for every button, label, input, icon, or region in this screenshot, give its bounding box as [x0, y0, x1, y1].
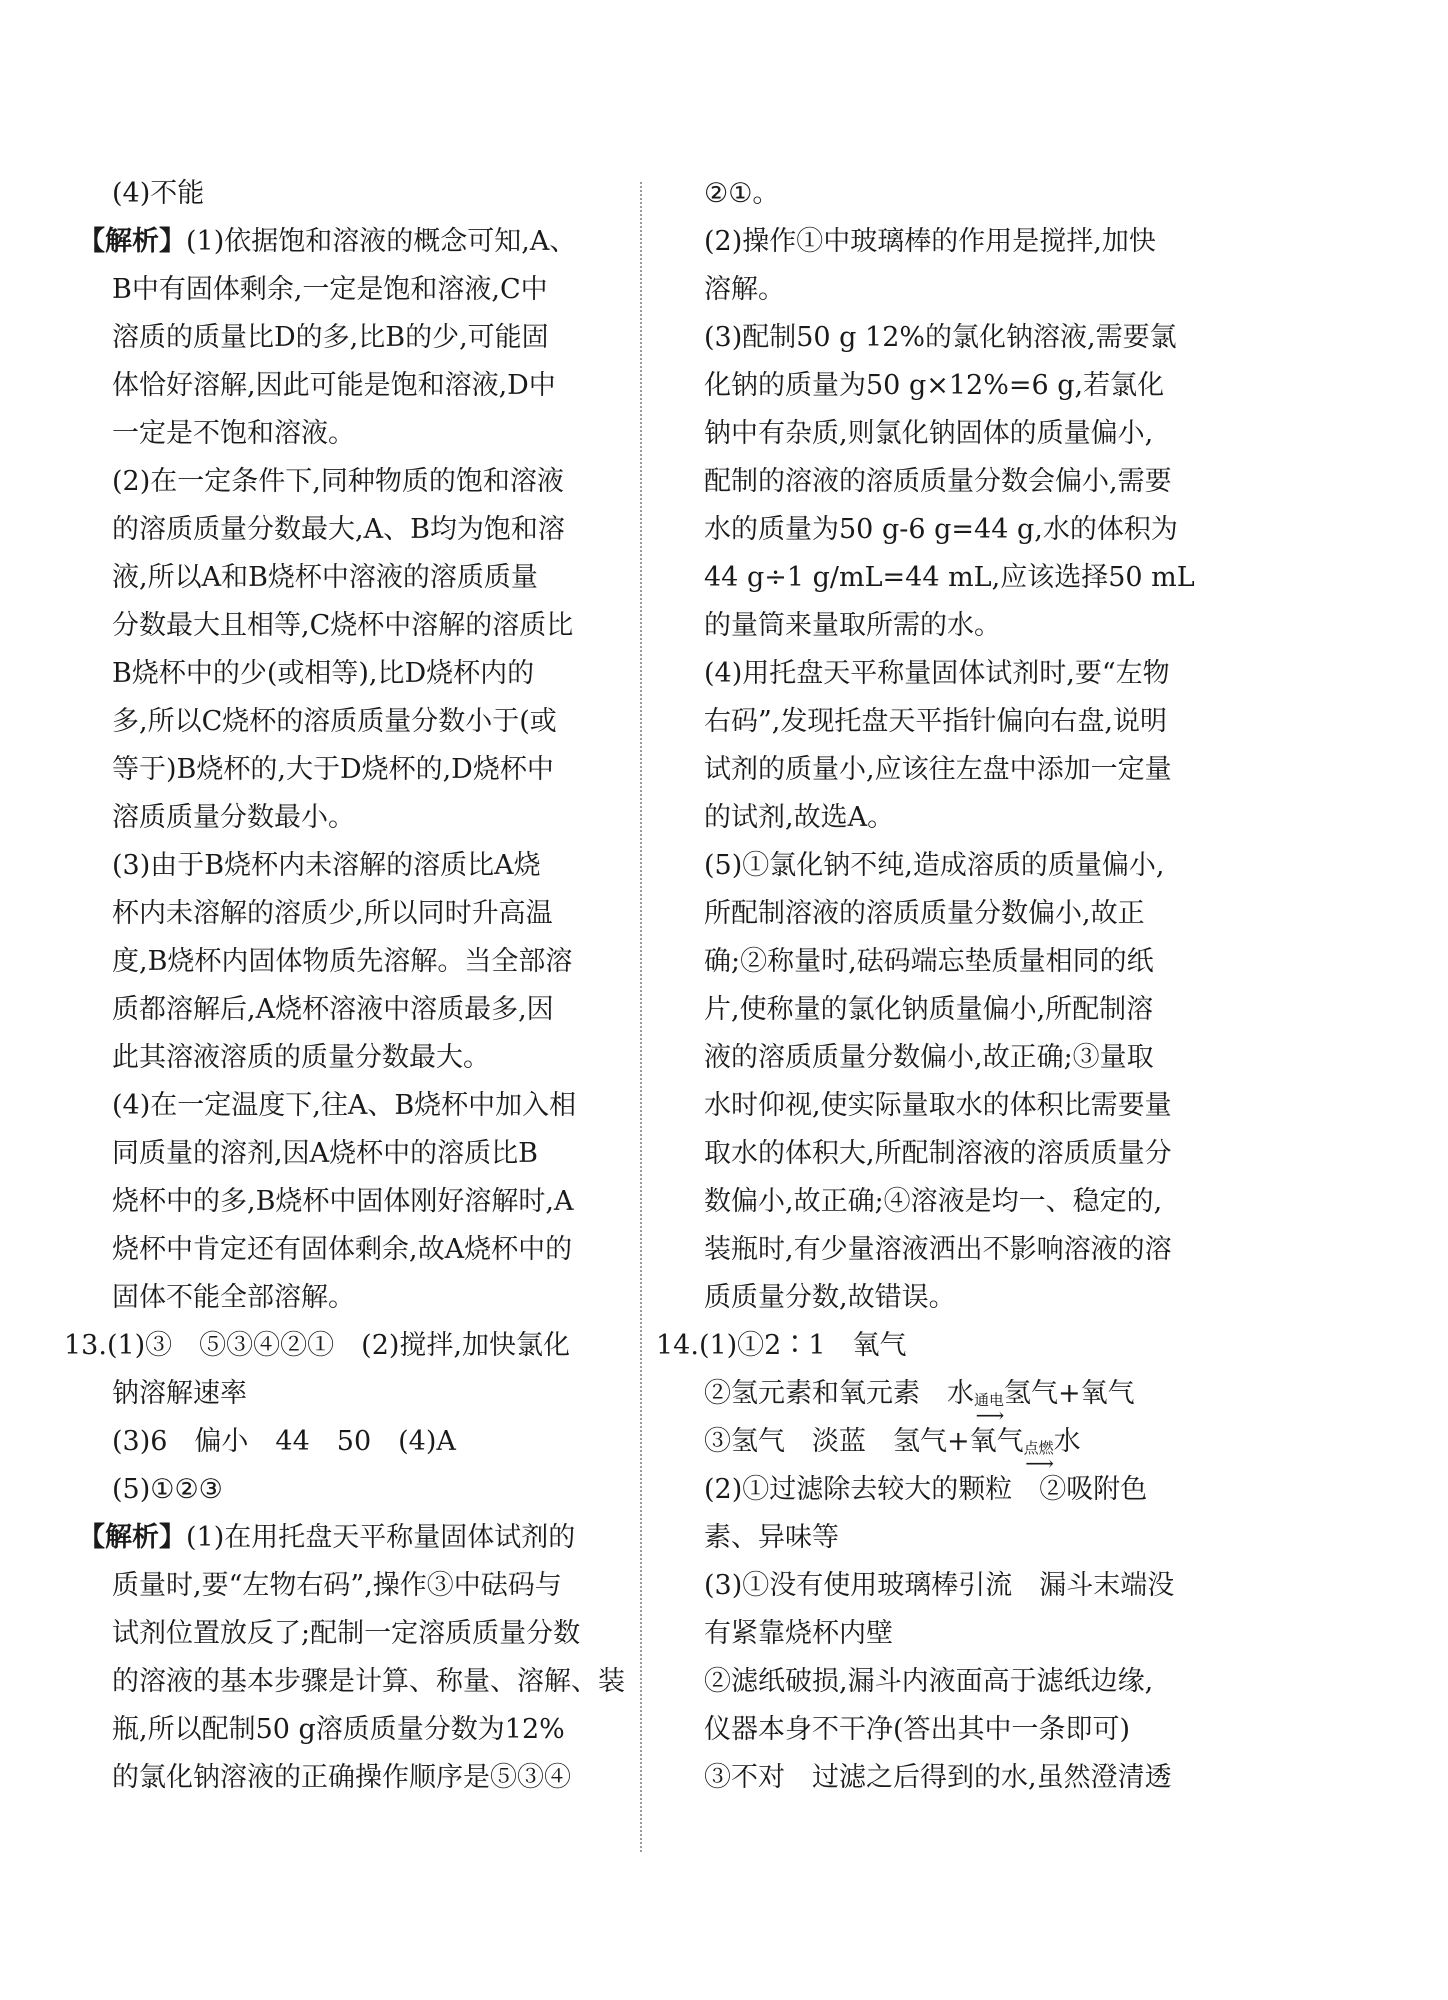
text-line: ②①。 — [704, 178, 780, 209]
text-line: 体恰好溶解,因此可能是饱和溶液,D中 — [112, 370, 556, 401]
text-line: 质都溶解后,A烧杯溶液中溶质最多,因 — [112, 994, 554, 1025]
right-column — [656, 170, 1244, 1802]
reaction-arrow: 点燃 ⟶ — [1023, 1439, 1054, 1475]
reaction-arrow: 通电 ⟶ — [974, 1391, 1005, 1427]
text-line: 烧杯中的多,B烧杯中固体刚好溶解时,A — [112, 1186, 574, 1217]
text-line: 瓶,所以配制50 g溶质质量分数为12% — [112, 1714, 565, 1745]
text-line: B烧杯中的少(或相等),比D烧杯内的 — [112, 658, 535, 689]
question-14-answer: 14.(1)①2∶1 氧气 — [656, 1330, 907, 1361]
text-line: 质质量分数,故错误。 — [704, 1282, 956, 1313]
text-line: 确;②称量时,砝码端忘垫质量相同的纸 — [704, 946, 1154, 977]
text-line: 试剂位置放反了;配制一定溶质质量分数 — [112, 1618, 581, 1649]
text-line: 化钠的质量为50 g×12%=6 g,若氯化 — [704, 370, 1165, 401]
text-line: 44 g÷1 g/mL=44 mL,应该选择50 mL — [704, 562, 1195, 593]
text-line: 等于)B烧杯的,大于D烧杯的,D烧杯中 — [112, 754, 554, 785]
text-line: 溶解。 — [704, 274, 785, 305]
text-line: 溶质的质量比D的多,比B的少,可能固 — [112, 322, 549, 353]
text-line: 钠溶解速率 — [112, 1378, 247, 1409]
text-line: 多,所以C烧杯的溶质质量分数小于(或 — [112, 706, 557, 737]
text-line: 溶质质量分数最小。 — [112, 802, 355, 833]
text-line: B中有固体剩余,一定是饱和溶液,C中 — [112, 274, 548, 305]
text-line: 质量时,要“左物右码”,操作③中砝码与 — [112, 1570, 562, 1601]
answer-line: (4)不能 — [112, 178, 205, 209]
text-line: (3)6 偏小 44 50 (4)A — [112, 1426, 456, 1457]
text-line: 度,B烧杯内固体物质先溶解。当全部溶 — [112, 946, 573, 977]
left-column — [64, 170, 652, 1802]
text-line: 液的溶质质量分数偏小,故正确;③量取 — [704, 1042, 1154, 1073]
text-line: ②滤纸破损,漏斗内液面高于滤纸边缘, — [704, 1666, 1154, 1697]
text-line: (2)操作①中玻璃棒的作用是搅拌,加快 — [704, 226, 1156, 257]
text-line: (4)用托盘天平称量固体试剂时,要“左物 — [704, 658, 1170, 689]
text-line: 的溶质质量分数最大,A、B均为饱和溶 — [112, 514, 565, 545]
text-line: 的氯化钠溶液的正确操作顺序是⑤③④ — [112, 1762, 571, 1793]
text-line: 所配制溶液的溶质质量分数偏小,故正 — [704, 898, 1145, 929]
analysis-line: 【解析】(1)在用托盘天平称量固体试剂的 — [78, 1522, 576, 1553]
text-line: 一定是不饱和溶液。 — [112, 418, 355, 449]
text-line: 的量筒来量取所需的水。 — [704, 610, 1001, 641]
text-line: 分数最大且相等,C烧杯中溶解的溶质比 — [112, 610, 574, 641]
text-line: (5)①氯化钠不纯,造成溶质的质量偏小, — [704, 850, 1165, 881]
text-line: 此其溶液溶质的质量分数最大。 — [112, 1042, 490, 1073]
text-line: 仪器本身不干净(答出其中一条即可) — [704, 1714, 1131, 1745]
text-line: 水时仰视,使实际量取水的体积比需要量 — [704, 1090, 1172, 1121]
text-line: 装瓶时,有少量溶液洒出不影响溶液的溶 — [704, 1234, 1172, 1265]
equation-electrolysis: ②氢元素和氧元素 水 通电 ⟶ 氢气+氧气 — [704, 1378, 1135, 1427]
text-line: (5)①②③ — [112, 1474, 223, 1505]
text-line: (2)在一定条件下,同种物质的饱和溶液 — [112, 466, 564, 497]
equation-combustion: ③氢气 淡蓝 氢气+氧气 点燃 ⟶ 水 — [704, 1426, 1081, 1475]
text-line: 液,所以A和B烧杯中溶液的溶质质量 — [112, 562, 538, 593]
text-line: (3)由于B烧杯内未溶解的溶质比A烧 — [112, 850, 541, 881]
text-line: (3)配制50 g 12%的氯化钠溶液,需要氯 — [704, 322, 1177, 353]
analysis-line: 【解析】(1)依据饱和溶液的概念可知,A、 — [78, 226, 577, 257]
text-line: 素、异味等 — [704, 1522, 839, 1553]
text-line: 固体不能全部溶解。 — [112, 1282, 355, 1313]
text-line: (2)①过滤除去较大的颗粒 ②吸附色 — [704, 1474, 1148, 1505]
question-13-answer: 13.(1)③ ⑤③④②① (2)搅拌,加快氯化 — [64, 1330, 571, 1361]
text-line: 同质量的溶剂,因A烧杯中的溶质比B — [112, 1138, 538, 1169]
text-line: 水的质量为50 g-6 g=44 g,水的体积为 — [704, 514, 1178, 545]
text-line: (4)在一定温度下,往A、B烧杯中加入相 — [112, 1090, 577, 1121]
analysis-tag: 【解析】 — [78, 1522, 186, 1553]
text-line: 数偏小,故正确;④溶液是均一、稳定的, — [704, 1186, 1163, 1217]
text-line: 杯内未溶解的溶质少,所以同时升高温 — [112, 898, 553, 929]
text-line: 配制的溶液的溶质质量分数会偏小,需要 — [704, 466, 1172, 497]
text-line: 的溶液的基本步骤是计算、称量、溶解、装 — [112, 1666, 625, 1697]
column-divider — [640, 182, 642, 1852]
text-line: 烧杯中肯定还有固体剩余,故A烧杯中的 — [112, 1234, 573, 1265]
text-line: 钠中有杂质,则氯化钠固体的质量偏小, — [704, 418, 1154, 449]
text-line: (3)①没有使用玻璃棒引流 漏斗末端没 — [704, 1570, 1175, 1601]
text-line: 右码”,发现托盘天平指针偏向右盘,说明 — [704, 706, 1167, 737]
analysis-tag: 【解析】 — [78, 226, 186, 257]
text-line: 取水的体积大,所配制溶液的溶质质量分 — [704, 1138, 1172, 1169]
text-line: ③不对 过滤之后得到的水,虽然澄清透 — [704, 1762, 1172, 1793]
text-line: 有紧靠烧杯内壁 — [704, 1618, 893, 1649]
text-line: 片,使称量的氯化钠质量偏小,所配制溶 — [704, 994, 1154, 1025]
text-line: 的试剂,故选A。 — [704, 802, 895, 833]
text-line: 试剂的质量小,应该往左盘中添加一定量 — [704, 754, 1172, 785]
